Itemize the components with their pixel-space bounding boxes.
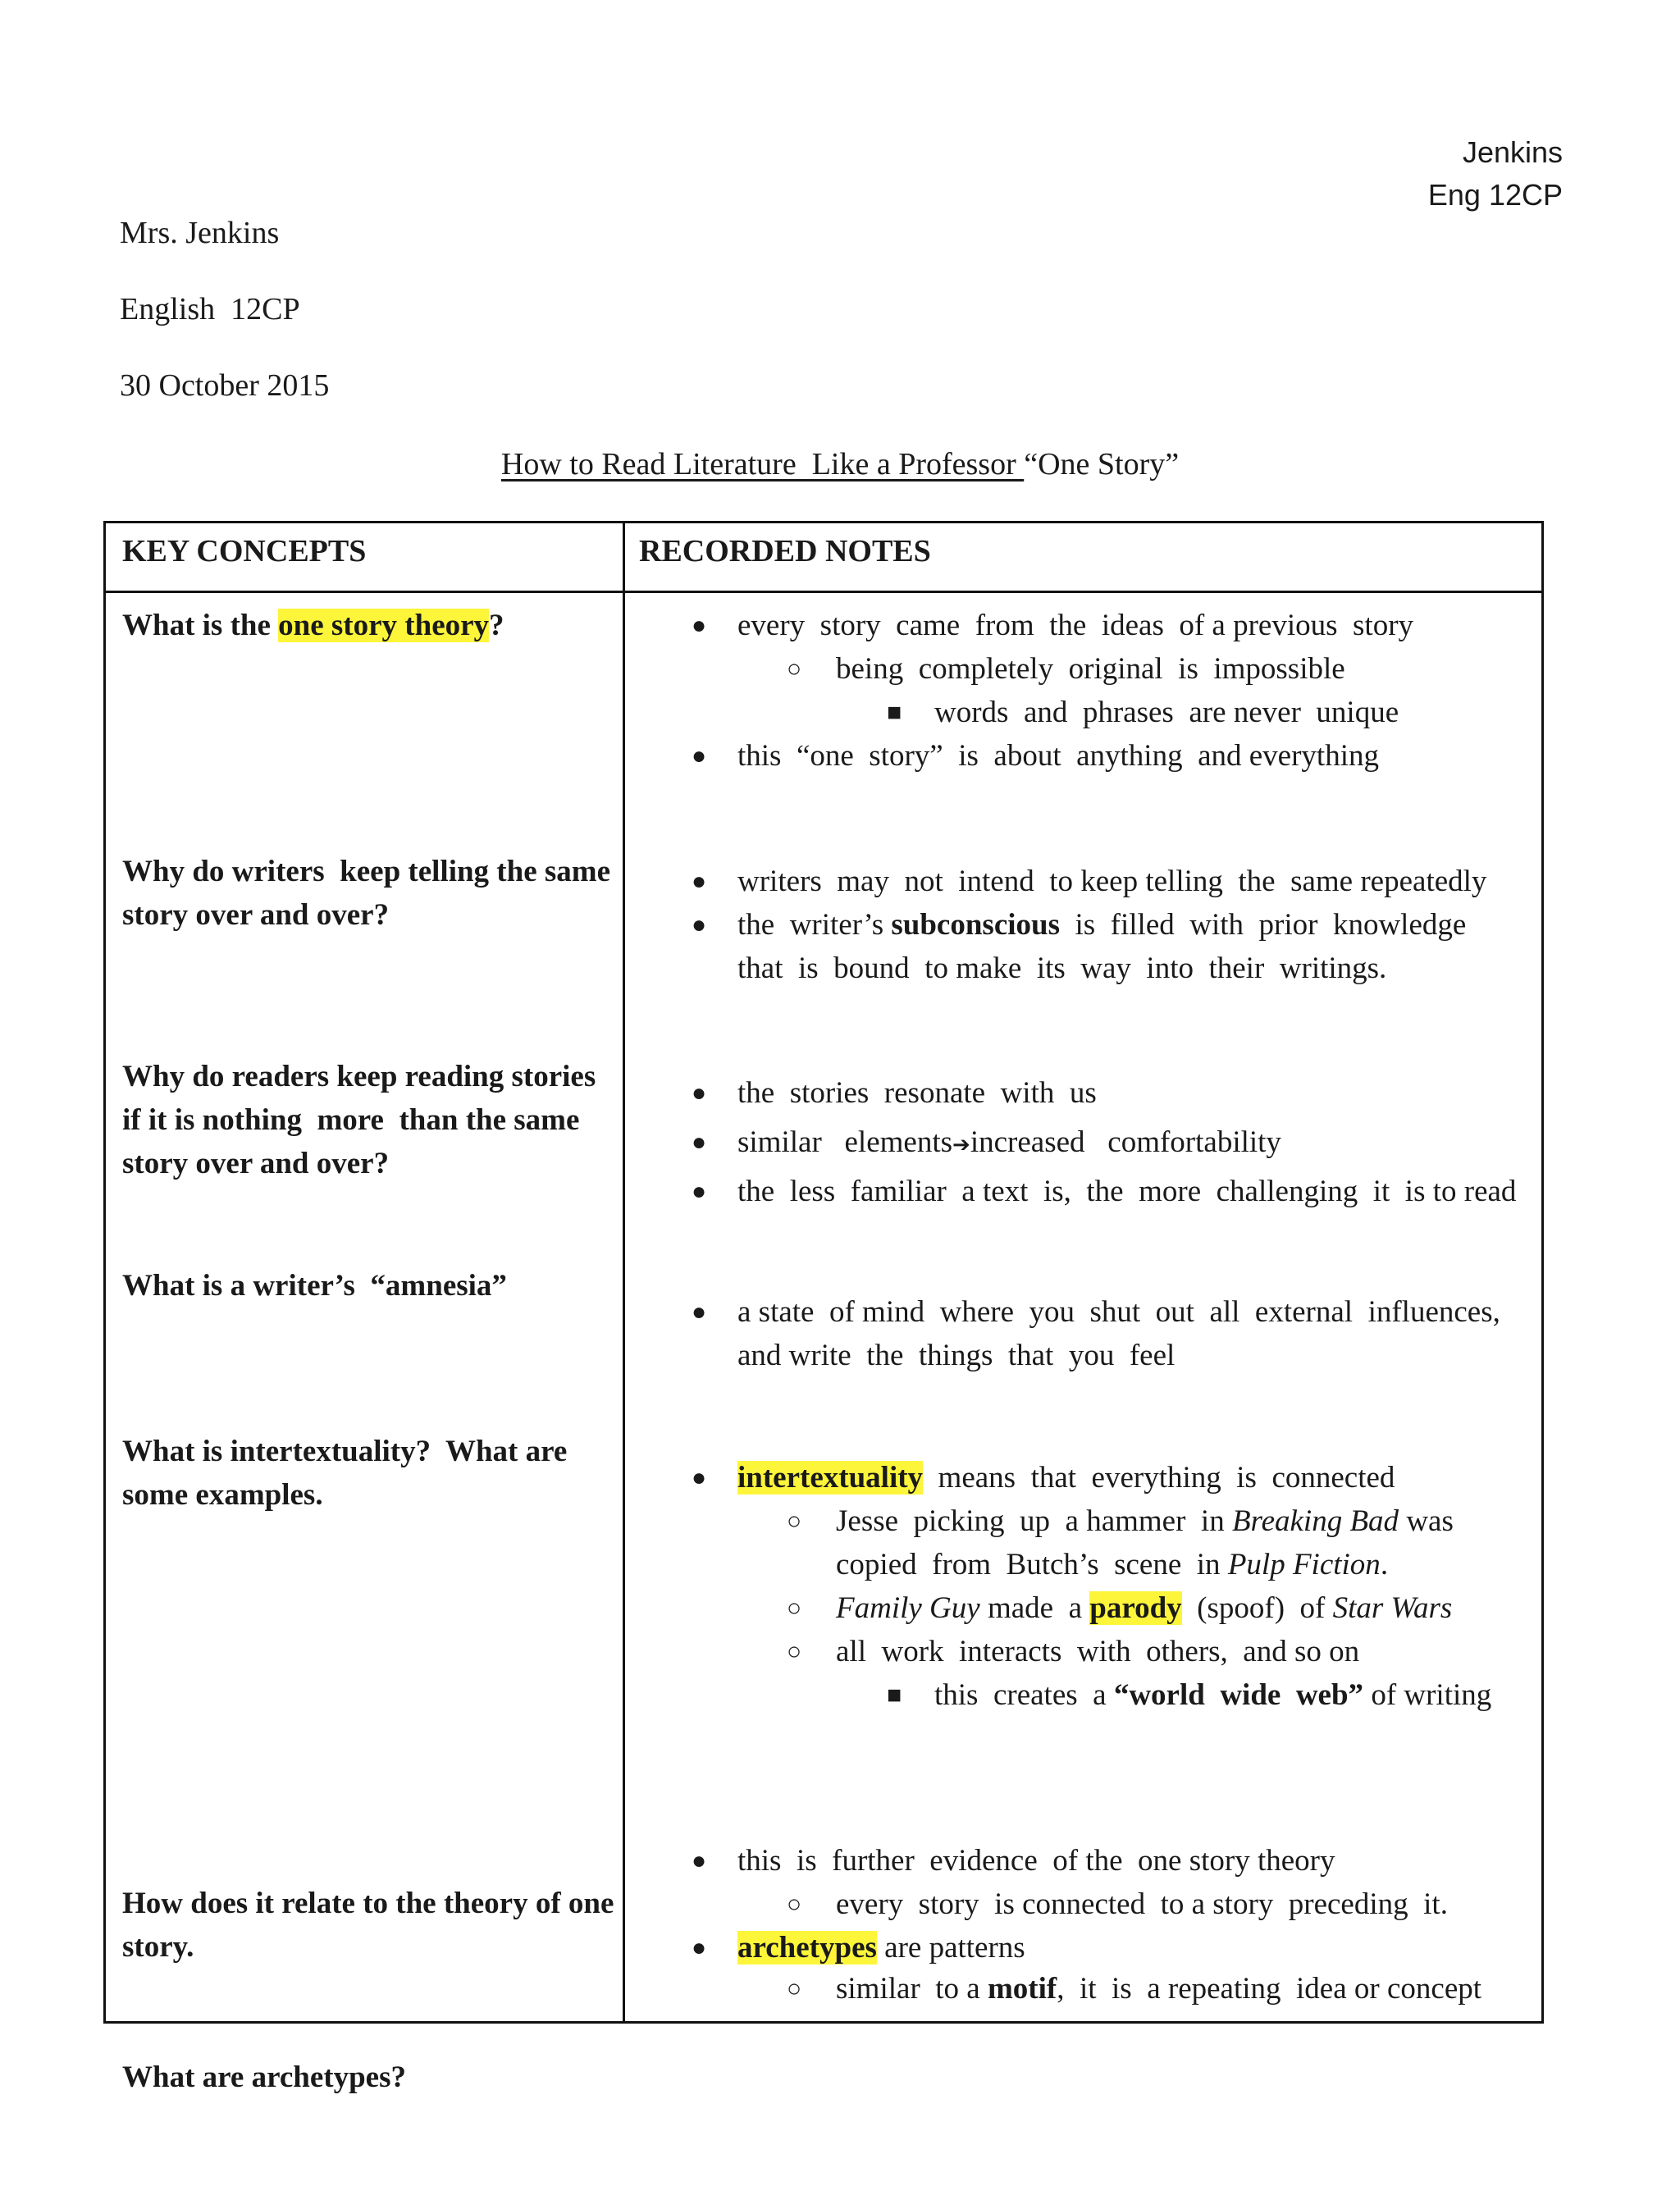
note-6b: every story is connected to a story preceding it.: [836, 1887, 1448, 1921]
note-5b: [836, 1499, 1454, 1543]
note-5e-bold: “world wide web”: [1113, 1678, 1364, 1712]
note-6c-text: are patterns: [876, 1931, 1025, 1965]
note-3b: [737, 1120, 1281, 1166]
note-2b-text: the writer’s: [737, 908, 892, 942]
bullet-square: ■: [887, 699, 902, 726]
note-5e: [934, 1673, 1491, 1717]
header-name: Jenkins: [1462, 135, 1563, 169]
bullet-dot: ●: [692, 868, 707, 895]
note-5a: [737, 1456, 1395, 1499]
course-name: English 12CP: [120, 292, 300, 326]
document-title: [0, 446, 1680, 482]
question-relation: [122, 1795, 622, 2186]
note-5b-cont: [836, 1543, 1388, 1586]
note-5c: [836, 1586, 1452, 1630]
bullet-dot: ●: [692, 1298, 707, 1326]
title-underlined: How to Read Literature Like a Professor: [500, 447, 1025, 481]
note-5a-highlight: intertextuality: [737, 1461, 924, 1495]
note-6d-bold: motif: [987, 1972, 1057, 2006]
note-5c-title: Family Guy: [836, 1591, 980, 1625]
bullet-square: ■: [887, 1682, 902, 1709]
bullet-dot: ●: [692, 612, 707, 639]
question-writers: Why do writers keep telling the same story over and over?: [122, 855, 619, 932]
note-5a-text: means that everything is connected: [923, 1461, 1395, 1495]
note-3b-text: similar elements: [737, 1125, 953, 1159]
question-amnesia: What is a writer’s “amnesia”: [122, 1269, 507, 1303]
note-5e-text: of writing: [1363, 1678, 1492, 1712]
note-3c: the less familiar a text is, the more challenging it is to read: [737, 1175, 1517, 1208]
question-one-story: [122, 604, 614, 647]
q1-text: What is the: [122, 609, 279, 642]
note-6d: [836, 1967, 1481, 2010]
bullet-dot: ●: [692, 1934, 707, 1961]
note-3b-text: increased comfortability: [970, 1125, 1281, 1159]
note-6d-text: , it is a repeating idea or concept: [1057, 1972, 1482, 2006]
note-5c-title: Star Wars: [1332, 1591, 1453, 1625]
question-readers: Why do readers keep reading stories if it is nothing more than the same story over and over?: [122, 1060, 604, 1180]
note-4a-cont: and write the things that you feel: [737, 1339, 1176, 1372]
note-1b: being completely original is impossible: [836, 652, 1345, 686]
bullet-circle: ○: [787, 655, 802, 682]
note-3a: the stories resonate with us: [737, 1076, 1097, 1110]
note-5c-text: (spoof) of: [1181, 1591, 1333, 1625]
header-class: Eng 12CP: [1427, 178, 1563, 212]
bullet-circle: ○: [787, 1638, 802, 1665]
col-header-key-concepts: KEY CONCEPTS: [122, 534, 367, 568]
note-1c: words and phrases are never unique: [934, 696, 1399, 729]
header-divider: [106, 591, 1541, 593]
note-5b-text: copied from Butch’s scene in: [836, 1548, 1228, 1581]
note-1a: every story came from the ideas of a previous story: [737, 609, 1414, 642]
note-2b: [737, 903, 1466, 947]
q6-part-a: How does it relate to the theory of one story.: [122, 1887, 622, 1964]
note-4a: a state of mind where you shut out all external influences,: [737, 1295, 1500, 1329]
title-quoted: “One Story”: [1024, 447, 1180, 481]
note-5c-highlight: parody: [1089, 1591, 1182, 1625]
q1-highlight: one story theory: [278, 609, 490, 642]
note-5b-text: .: [1380, 1548, 1389, 1581]
note-6c: [737, 1926, 1025, 1969]
bullet-dot: ●: [692, 1464, 707, 1491]
teacher-name: Mrs. Jenkins: [120, 216, 280, 250]
note-6c-highlight: archetypes: [737, 1931, 877, 1965]
running-header: [1428, 131, 1563, 217]
note-6a: this is further evidence of the one story theory: [737, 1844, 1335, 1878]
document-date: 30 October 2015: [120, 368, 330, 403]
arrow-icon: ➔: [952, 1133, 970, 1157]
question-intertextuality: What is intertextuality? What are some examples.: [122, 1435, 575, 1512]
note-5b-text: Jesse picking up a hammer in: [836, 1504, 1232, 1538]
note-5e-text: this creates a: [934, 1678, 1114, 1712]
note-2b-cont: that is bound to make its way into their writings.: [737, 952, 1387, 985]
note-2b-text: is filled with prior knowledge: [1060, 908, 1467, 942]
note-5b-title: Pulp Fiction: [1227, 1548, 1381, 1581]
note-1d: this “one story” is about anything and everything: [737, 739, 1379, 773]
bullet-dot: ●: [692, 1178, 707, 1205]
column-divider: [623, 523, 625, 2021]
col-header-recorded-notes: RECORDED NOTES: [639, 534, 931, 568]
bullet-dot: ●: [692, 911, 707, 938]
bullet-dot: ●: [692, 1129, 707, 1156]
bullet-circle: ○: [787, 1508, 802, 1535]
q1-end: ?: [489, 609, 504, 642]
note-5b-title: Breaking Bad: [1231, 1504, 1399, 1538]
q6-part-b: What are archetypes?: [122, 2060, 406, 2094]
bullet-dot: ●: [692, 1847, 707, 1874]
bullet-dot: ●: [692, 742, 707, 769]
note-5c-text: made a: [979, 1591, 1090, 1625]
note-5d: all work interacts with others, and so on: [836, 1635, 1360, 1668]
bullet-dot: ●: [692, 1079, 707, 1107]
note-2b-bold: subconscious: [891, 908, 1060, 942]
bullet-circle: ○: [787, 1891, 802, 1918]
bullet-circle: ○: [787, 1595, 802, 1622]
bullet-circle: ○: [787, 1975, 802, 2002]
note-6d-text: similar to a: [836, 1972, 988, 2006]
note-2a: writers may not intend to keep telling the same repeatedly: [737, 865, 1487, 898]
notes-table: [103, 521, 1544, 2094]
note-5b-text: was: [1399, 1504, 1454, 1538]
